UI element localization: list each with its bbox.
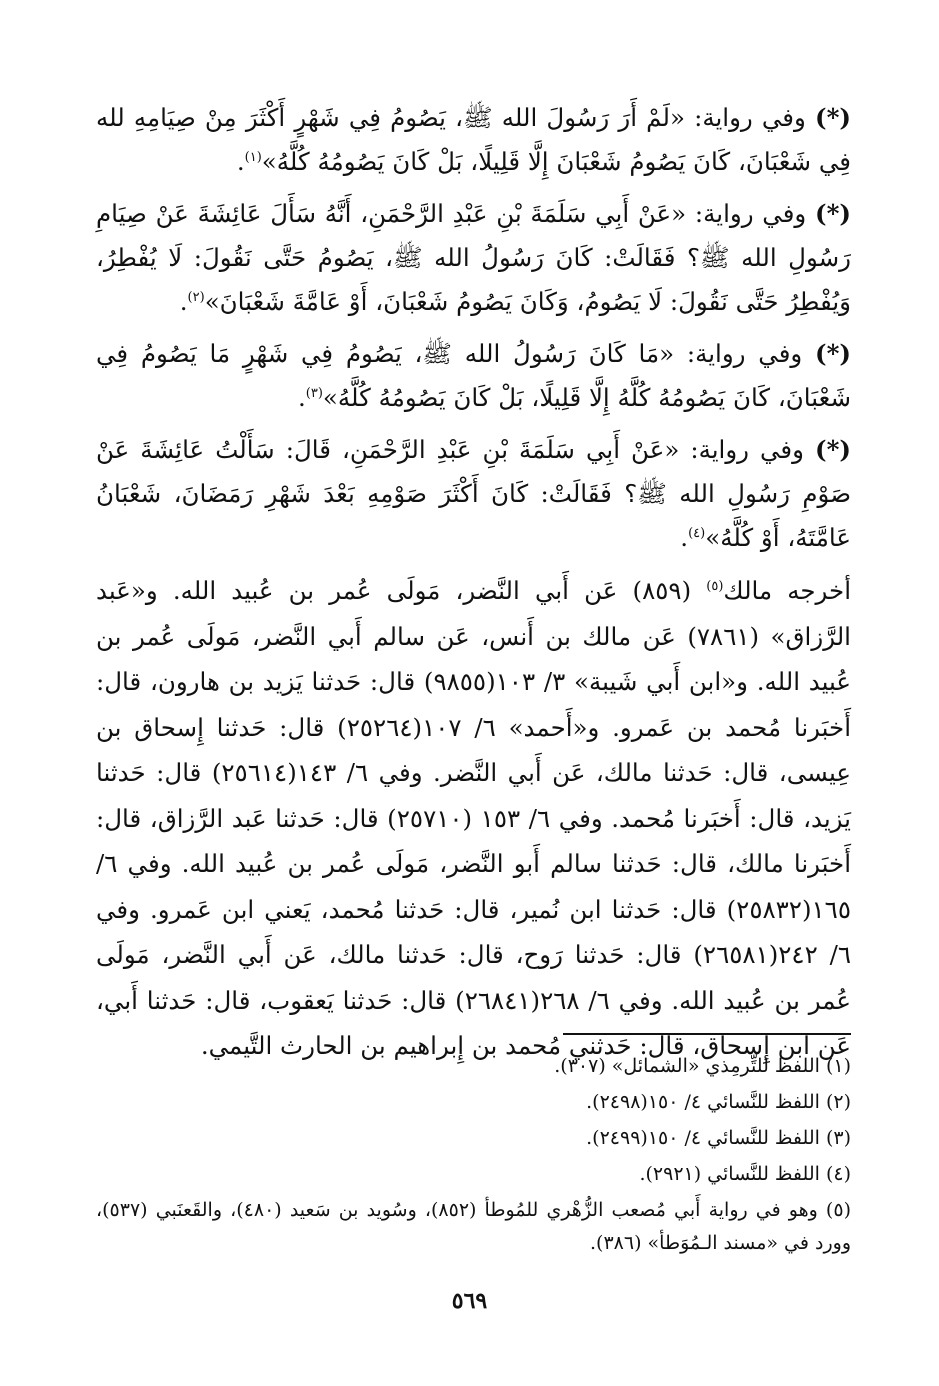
footnote-1: (١) اللفظ للتِّرمِذي «الشمائل» (٣٠٧). [554, 1055, 851, 1077]
footnote-separator [563, 1033, 851, 1035]
riwaya-marker: (*) [815, 339, 851, 368]
footnotes [96, 1050, 851, 1263]
riwaya-paragraph-3 [96, 332, 851, 420]
riwaya-tail: . [680, 523, 689, 552]
riwaya-marker: (*) [815, 435, 851, 464]
riwaya-text: وفي رواية: «عَنْ أَبِي سَلَمَةَ بْنِ عَبْدِ الرَّحْمَنِ، أَنَّهُ سَأَلَ عَائِشَةَ عَنْ صِيَامِ رَسُولِ الله ﷺ؟ فَقَالَتْ: كَانَ رَسُولُ الله ﷺ، يَصُومُ حَتَّى نَقُولَ: لَا يُفْطِرُ، وَيُفْطِرُ حَتَّى نَقُولَ: لَا يَصُومُ، وَكَانَ يَصُومُ شَعْبَانَ، أَوْ عَامَّةَ شَعْبَانَ» [96, 199, 851, 316]
takhrij-paragraph [96, 568, 851, 1069]
footnote-5: (٥) وهو في رواية أَبي مُصعب الزُّهْري للمُوطأ (٨٥٢)، وسُويد بن سَعيد (٤٨٠)، والقَعنَبي (٥٣٧)، وورد في «مسند الـمُوَطأ» (٣٨٦). [96, 1199, 851, 1254]
page-number: ٥٦٩ [451, 1288, 488, 1314]
riwaya-text: وفي رواية: «لَمْ أَرَ رَسُولَ الله ﷺ، يَصُومُ فِي شَهْرٍ أَكْثَرَ مِنْ صِيَامِهِ لله فِي شَعْبَانَ، كَانَ يَصُومُ شَعْبَانَ إِلَّا قَلِيلًا، بَلْ كَانَ يَصُومُهُ كُلَّهُ» [96, 103, 851, 176]
riwaya-marker: (*) [815, 199, 851, 228]
riwaya-marker: (*) [815, 103, 851, 132]
footnote-ref[interactable]: (١) [244, 149, 262, 165]
riwaya-text: وفي رواية: «عَنْ أَبِي سَلَمَةَ بْنِ عَبْدِ الرَّحْمَنِ، قَالَ: سَأَلْتُ عَائِشَةَ عَنْ صَوْمِ رَسُولِ الله ﷺ؟ فَقَالَتْ: كَانَ أَكْثَرَ صَوْمِهِ بَعْدَ شَهْرِ رَمَضَانَ، شَعْبَانُ عَامَّتَهُ، أَوْ كُلَّهُ» [96, 435, 851, 552]
footnote-ref[interactable]: (٥) [706, 578, 724, 594]
riwaya-paragraph-1 [96, 96, 851, 184]
riwaya-tail: . [297, 383, 306, 412]
riwaya-tail: . [179, 287, 188, 316]
book-page [96, 0, 851, 1386]
footnote-ref[interactable]: (٢) [187, 289, 205, 305]
takhrij-lead: أخرجه مالك [723, 576, 852, 605]
footnote-2: (٢) اللفظ للنَّسائي ٤/ ١٥٠(٢٤٩٨). [586, 1091, 851, 1113]
main-text [96, 96, 851, 1077]
riwaya-text: وفي رواية: «مَا كَانَ رَسُولُ الله ﷺ، يَصُومُ فِي شَهْرٍ مَا يَصُومُ فِي شَعْبَانَ، كَانَ يَصُومُهُ كُلَّهُ إِلَّا قَلِيلًا، بَلْ كَانَ يَصُومُهُ كُلَّهُ» [96, 339, 851, 412]
riwaya-paragraph-4 [96, 428, 851, 560]
footnote-3: (٣) اللفظ للنَّسائي ٤/ ١٥٠(٢٤٩٩). [586, 1127, 851, 1149]
riwaya-paragraph-2 [96, 192, 851, 324]
footnote-ref[interactable]: (٣) [305, 385, 323, 401]
footnote-4: (٤) اللفظ للنَّسائي (٢٩٢١). [639, 1163, 851, 1185]
footnote-ref[interactable]: (٤) [688, 525, 706, 541]
takhrij-text: (٨٥٩) عَن أَبي النَّضر، مَولَى عُمر بن عُبيد الله. و«عَبد الرَّزاق» (٧٨٦١) عَن مالك بن أَنس، عَن سالم أَبي النَّضر، مَولَى عُمر بن عُبيد الله. و«ابن أَبي شَيبة» ٣/ ١٠٣(٩٨٥٥) قال: حَدثنا يَزيد بن هارون، قال: أَخبَرنا مُحمد بن عَمرو. و«أَحمد» ٦/ ١٠٧(٢٥٢٦٤) قال: حَدثنا إِسحاق بن عِيسى، قال: حَدثنا مالك، عَن أَبي النَّضر. وفي ٦/ ١٤٣(٢٥٦١٤) قال: حَدثنا يَزيد، قال: أَخبَرنا مُحمد. وفي ٦/ ١٥٣ (٢٥٧١٠) قال: حَدثنا عَبد الرَّزاق، قال: أَخبَرنا مالك، قال: حَدثنا سالم أَبو النَّضر، مَولَى عُمر بن عُبيد الله. وفي ٦/ ١٦٥(٢٥٨٣٢) قال: حَدثنا ابن نُمير، قال: حَدثنا مُحمد، يَعني ابن عَمرو. وفي ٦/ ٢٤٢(٢٦٥٨١) قال: حَدثنا رَوح، قال: حَدثنا مالك، عَن أَبي النَّضر، مَولَى عُمر بن عُبيد الله. وفي ٦/ ٢٦٨(٢٦٨٤١) قال: حَدثنا يَعقوب، قال: حَدثنا أَبي، عَن ابن إِسحاق، قال: حَدثني مُحمد بن إِبراهيم بن الحارث التَّيمي. [96, 576, 852, 1060]
riwaya-tail: . [236, 147, 245, 176]
